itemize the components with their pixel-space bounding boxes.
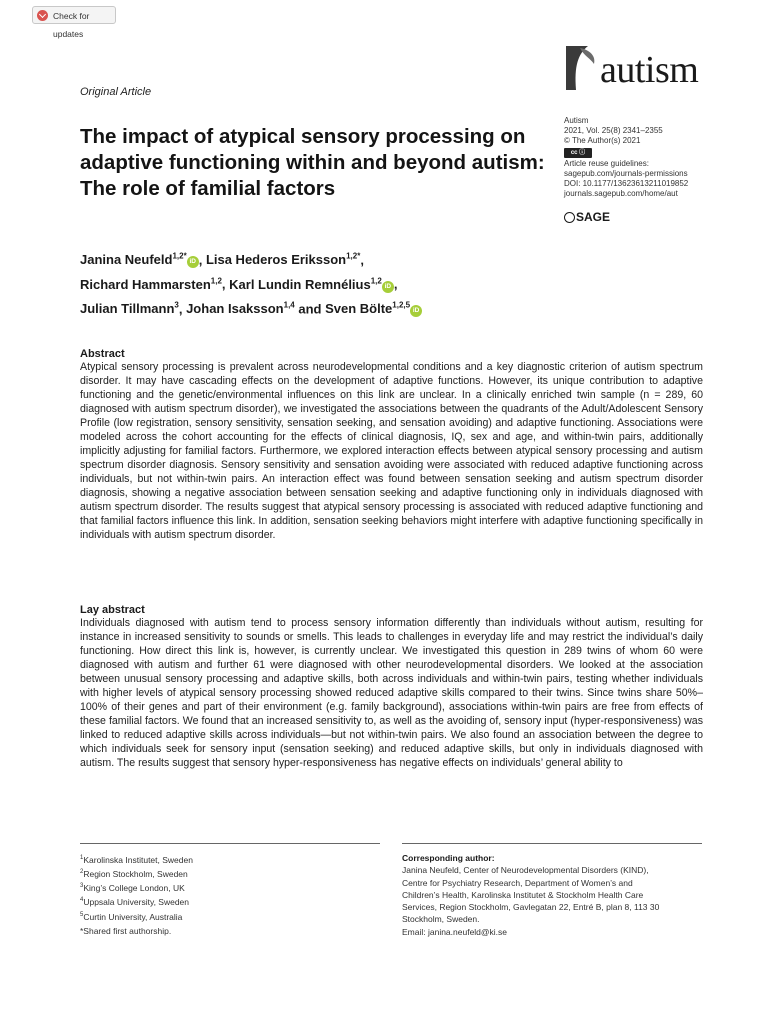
lay-abstract-section bbox=[80, 604, 703, 770]
author[interactable]: Lisa Hederos Eriksson$^{1,2*}$ bbox=[205, 252, 361, 268]
affiliation-item: $^5$Curtin University, Australia bbox=[80, 911, 183, 922]
orcid-icon[interactable]: iD bbox=[382, 281, 394, 293]
corresponding-line: Children’s Health, Karolinska Institutet & Stockholm Health Care bbox=[402, 889, 644, 900]
check-for-updates-button[interactable] bbox=[32, 6, 116, 39]
lay-abstract-heading: Lay abstract bbox=[80, 604, 145, 616]
abstract-section bbox=[80, 348, 703, 542]
article-title: The impact of atypical sensory processing on adaptive functioning within and beyond autism: The role of familial factors bbox=[80, 125, 545, 200]
corresponding-line: Janina Neufeld, Center of Neurodevelopmental Disorders (KIND), bbox=[402, 865, 649, 876]
abstract-text: Atypical sensory processing is prevalent across neurodevelopmental conditions and a key diagnostic criterion of autism spectrum disorder. It may have cascading effects on the development of adaptive functions. However, its unique contribution to adaptive functioning and the genetic/environmental influences on this link are unclear. In a clinically enriched twin sample (n = 289, 60 diagnosed with autism spectrum disorder), we investigated the associations between the quadrants of the Adult/Adolescent Sensory Profile (low registration, sensory sensitivity, sensation seeking, and sensation avoiding) and adaptive functioning. Associations were modeled across the cohort accounting for the effects of clinical diagnosis, IQ, sex and age, and within-twin pairs, additionally implicitly adjusting for familial factors. Furthermore, we explored interaction effects between atypical sensory processing and autism spectrum disorder diagnosis. Sensory sensitivity and sensation avoiding were associated with reduced adaptive functioning across individuals, but not within-twin pairs. An interaction effect was found between sensation seeking and autism spectrum disorder diagnosis, showing a negative association between sensation seeking and adaptive functioning only in individuals diagnosed with autism spectrum disorder. The results suggest that atypical sensory processing is associated with reduced adaptive functioning and that familial factors influence this link. In addition, sensation seeking behaviors might interfere with adaptive functioning specifically in individuals with autism spectrum disorder. bbox=[80, 361, 703, 541]
author[interactable]: Johan Isaksson$^{1,4}$ bbox=[186, 300, 295, 316]
sage-logo-icon bbox=[564, 212, 575, 223]
article-type: Original Article bbox=[80, 86, 152, 98]
corresponding-line: Services, Region Stockholm, Gavlegatan 22, Entré B, plan 8, 113 30 bbox=[402, 902, 660, 913]
affiliation-item: $^3$King’s College London, UK bbox=[80, 883, 185, 894]
journal-logo-text: autism bbox=[600, 49, 699, 91]
affiliation-item: $^4$Uppsala University, Sweden bbox=[80, 897, 190, 908]
check-for-updates-label: Check for updates bbox=[53, 11, 90, 39]
orcid-icon[interactable]: iD bbox=[187, 256, 199, 268]
publisher-logo bbox=[564, 210, 610, 224]
shared-authorship-note: *Shared first authorship. bbox=[80, 926, 172, 936]
journal-home-link[interactable]: journals.sagepub.com/home/aut bbox=[564, 189, 678, 199]
footer-divider bbox=[80, 843, 380, 844]
author[interactable]: Richard Hammarsten$^{1,2}$ bbox=[80, 276, 222, 292]
journal-volume: 2021, Vol. 25(8) 2341–2355 bbox=[564, 126, 663, 136]
check-updates-icon bbox=[37, 10, 48, 21]
author[interactable]: Janina Neufeld$^{1,2*}$ bbox=[80, 252, 187, 268]
copyright: © The Author(s) 2021 bbox=[564, 136, 641, 146]
lay-abstract-text: Individuals diagnosed with autism tend to process sensory information differently than individuals without autism, resulting for instance in increased sensitivity to sounds or smells. This leads to challenges in everyday life and may restrict the individual’s daily functioning. How direct this link is, however, is currently unclear. We investigated this question in 289 twins of whom 60 were diagnosed with autism and further 61 were diagnosed with other neurodevelopmental disorders. We looked at the association between unusual sensory processing and adaptive skills, both across individuals and within-twin pairs, testing whether individuals with higher levels of atypical sensory processing showed reduced adaptive skills compared to their twins. Since twins share 50%–100% of their genes and part of their environment (e.g. family background), associations within-twin pairs are free from effects of these familial factors. We found that an increased sensitivity to, as well as the avoiding of, sensory input (hyper-responsiveness) was linked to reduced adaptive skills across individuals—but not within-twin pairs. We also found an association between the degree to which individuals seek for sensory input (sensation seeking) and reduced adaptive skills, but only in individuals diagnosed with autism. The results suggest that sensory hyper-responsiveness has negative effects on individuals’ general ability to bbox=[80, 617, 703, 769]
corresponding-email[interactable]: Email: janina.neufeld@ki.se bbox=[402, 926, 508, 937]
author[interactable]: Julian Tillmann$^3$ bbox=[80, 300, 179, 316]
corresponding-author bbox=[402, 852, 712, 938]
journal-meta bbox=[564, 116, 754, 199]
affiliation-item: $^1$Karolinska Institutet, Sweden bbox=[80, 854, 193, 865]
corresponding-line: Stockholm, Sweden. bbox=[402, 914, 480, 925]
publisher-name: SAGE bbox=[576, 210, 611, 224]
orcid-icon[interactable]: iD bbox=[410, 305, 422, 317]
corresponding-line: Centre for Psychiatry Research, Department of Women’s and bbox=[402, 877, 633, 888]
footer-divider bbox=[402, 843, 702, 844]
abstract-heading: Abstract bbox=[80, 348, 125, 360]
journal-name: Autism bbox=[564, 116, 589, 125]
permissions-link[interactable]: sagepub.com/journals-permissions bbox=[564, 168, 688, 178]
cc-license-icon[interactable]: cc ⓘ bbox=[564, 148, 592, 158]
author-list: Janina Neufeld$^{1,2*}$iD , Lisa Hederos Eriksson$^{1,2*}$, Richard Hammarsten$^{1,2}$, Karl Lundin Remnélius$^{1,2}$iD , Julian Tillmann$^3$, Johan Isaksson$^{1,4}$ and Sven Bölte$^{1,2,5}$iD bbox=[80, 246, 540, 319]
journal-logo-icon bbox=[564, 44, 604, 92]
author[interactable]: Karl Lundin Remnélius$^{1,2}$ bbox=[229, 276, 382, 292]
reuse-guidelines: Article reuse guidelines: bbox=[564, 158, 649, 168]
affiliation-item: $^2$Region Stockholm, Sweden bbox=[80, 868, 188, 879]
doi[interactable]: DOI: 10.1177/13623613211019852 bbox=[564, 179, 689, 189]
corresponding-heading: Corresponding author: bbox=[402, 853, 495, 863]
affiliations bbox=[80, 852, 193, 923]
author[interactable]: Sven Bölte$^{1,2,5}$ bbox=[325, 300, 411, 316]
